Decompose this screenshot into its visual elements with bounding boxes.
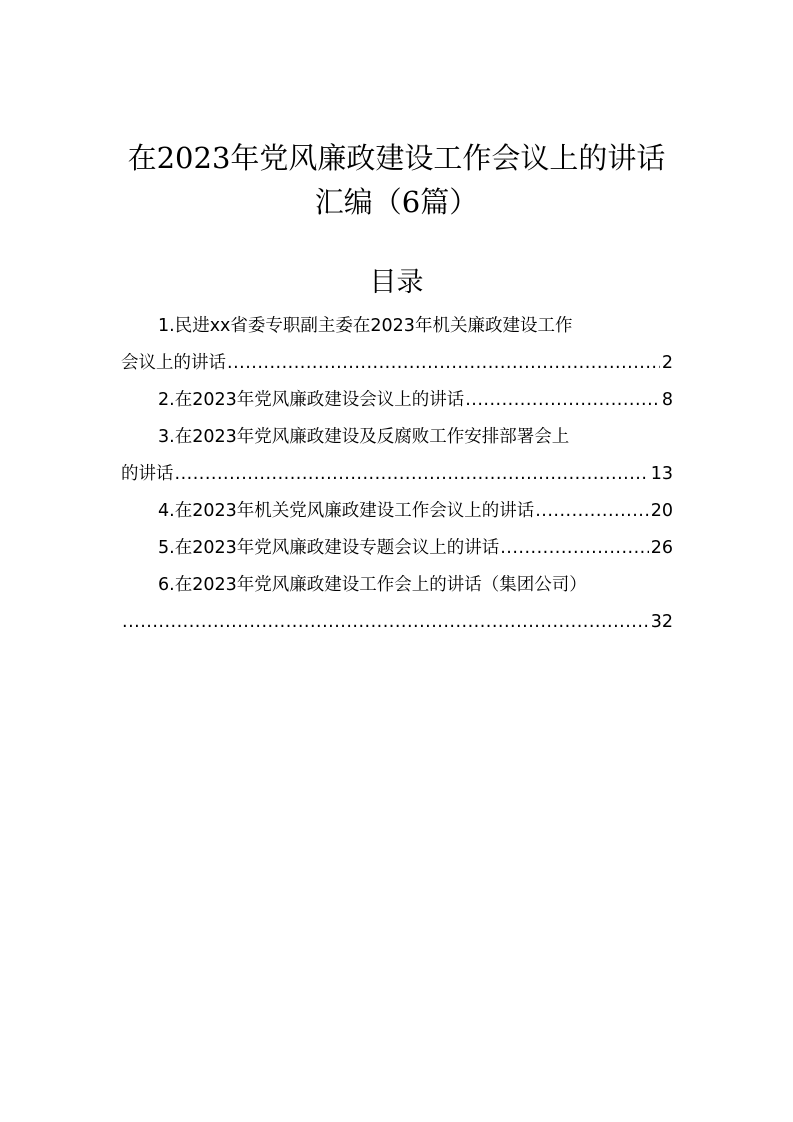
toc-entry-6[interactable]: [121, 567, 673, 641]
toc-entry-1-title-line-2: 会议上的讲话: [121, 353, 226, 373]
toc-entry-1[interactable]: [121, 308, 673, 382]
toc-entry-1-title-line-1: 1.民进xx省委专职副主委在2023年机关廉政建设工作: [158, 316, 573, 336]
toc-heading: 目录: [369, 267, 424, 298]
toc-entry-5-title: 5.在2023年党风廉政建设专题会议上的讲话: [158, 538, 500, 558]
document-title: [110, 136, 683, 224]
toc-entry-2-page-number: 8: [661, 390, 673, 410]
document-title-line-2: 汇编（6篇）: [314, 185, 479, 219]
toc-entry-2[interactable]: [121, 382, 673, 419]
table-of-contents: [121, 308, 673, 641]
toc-entry-5-page-number: 26: [650, 538, 673, 558]
document-title-line-1: 在2023年党风廉政建设工作会议上的讲话: [127, 141, 666, 175]
toc-entry-1-leader-dots: [227, 345, 660, 382]
toc-entry-1-page-number: 2: [661, 353, 673, 373]
toc-entry-6-title-line-1: 6.在2023年党风廉政建设工作会上的讲话（集团公司）: [158, 575, 587, 595]
toc-entry-5[interactable]: [121, 530, 673, 567]
toc-entry-4-leader-dots: [535, 493, 648, 530]
toc-entry-3-title-line-2: 的讲话: [121, 464, 174, 484]
toc-entry-2-title: 2.在2023年党风廉政建设会议上的讲话: [158, 390, 465, 410]
toc-entry-3-leader-dots: [175, 456, 649, 493]
toc-entry-4[interactable]: [121, 493, 673, 530]
toc-entry-6-leader-dots: [122, 604, 649, 641]
toc-entry-4-title: 4.在2023年机关党风廉政建设工作会议上的讲话: [158, 501, 535, 521]
toc-entry-2-leader-dots: [465, 382, 660, 419]
toc-entry-6-page-number: 32: [650, 612, 673, 632]
toc-entry-4-page-number: 20: [650, 501, 673, 521]
toc-entry-5-leader-dots: [500, 530, 648, 567]
toc-entry-3-title-line-1: 3.在2023年党风廉政建设及反腐败工作安排部署会上: [158, 427, 570, 447]
toc-entry-3-page-number: 13: [650, 464, 673, 484]
toc-entry-3[interactable]: [121, 419, 673, 493]
